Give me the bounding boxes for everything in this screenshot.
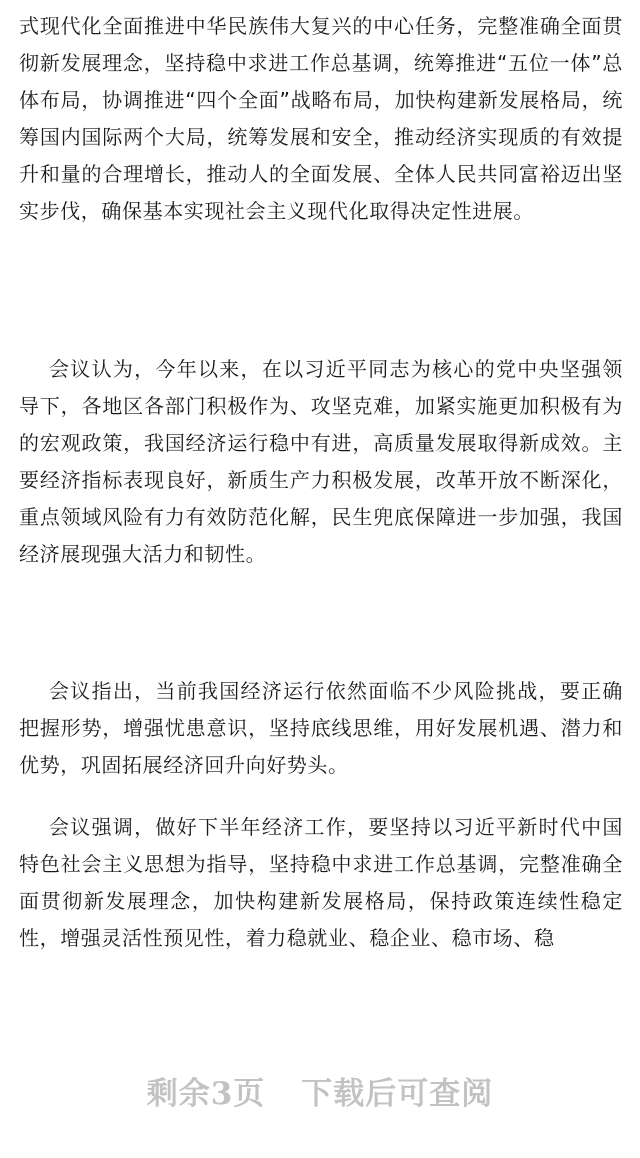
paragraph-1: 式现代化全面推进中华民族伟大复兴的中心任务，完整准确全面贯彻新发展理念，坚持稳中求进工作总基调，统筹推进“五位一体”总体布局，协调推进“四个全面”战略布局，加快构建新发展格局，统筹国内国际两个大局，统筹发展和安全，推动经济实现质的有效提升和量的合理增长，推动人的全面发展、全体人民共同富裕迈出坚实步伐，确保基本实现社会主义现代化取得决定性进展。 — [19, 14, 623, 223]
remaining-pages-label: 剩余3页 — [146, 1075, 266, 1112]
content-fade-overlay — [0, 985, 640, 1055]
download-to-view-label: 下载后可查阅 — [301, 1075, 494, 1112]
read-more-banner[interactable] — [0, 1060, 640, 1120]
paragraph-4: 会议强调，做好下半年经济工作，要坚持以习近平新时代中国特色社会主义思想为指导，坚持稳中求进工作总基调，完整准确全面贯彻新发展理念，加快构建新发展格局，保持政策连续性稳定性，增强灵活性预见性，着力稳就业、稳企业、稳市场、稳 — [19, 815, 623, 950]
paragraph-3: 会议指出，当前我国经济运行依然面临不少风险挑战，要正确把握形势，增强忧患意识，坚持底线思维，用好发展机遇、潜力和优势，巩固拓展经济回升向好势头。 — [19, 679, 623, 777]
paragraph-2: 会议认为，今年以来，在以习近平同志为核心的党中央坚强领导下，各地区各部门积极作为、攻坚克难，加紧实施更加积极有为的宏观政策，我国经济运行稳中有进，高质量发展取得新成效。主要经济指标表现良好，新质生产力积极发展，改革开放不断深化，重点领域风险有力有效防范化解，民生兜底保障进一步加强，我国经济展现强大活力和韧性。 — [19, 357, 623, 566]
